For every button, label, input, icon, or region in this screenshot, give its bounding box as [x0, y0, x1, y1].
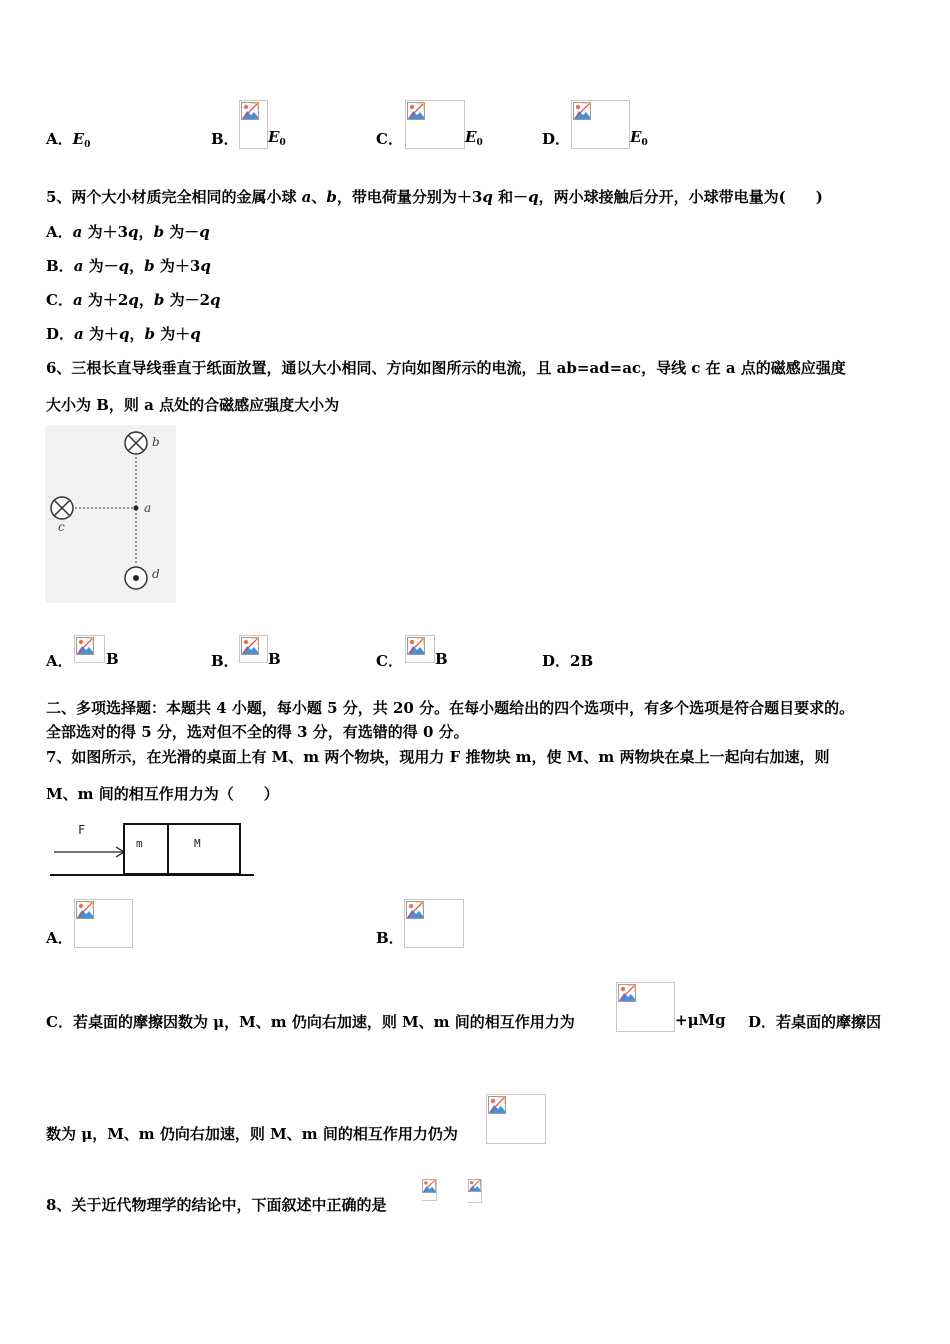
- q6-option-a-unit: B: [106, 650, 119, 668]
- q4-option-c-image: [405, 100, 465, 149]
- broken-image-icon: [573, 102, 591, 120]
- broken-image-icon: [407, 102, 425, 120]
- wire-b-into-page-icon: [125, 432, 147, 454]
- q4-option-a: A．$E_0$: [46, 130, 91, 150]
- q7-option-a-image: [74, 899, 133, 948]
- label-c: c: [58, 520, 65, 534]
- broken-image-icon: [422, 1179, 436, 1193]
- q8-inline-image-2: [468, 1179, 482, 1203]
- q7-option-d-cont: 数为 μ，M、m 仍向右加速，则 M、m 间的相互作用力仍为: [46, 1125, 458, 1143]
- q6-option-b-image: [239, 635, 268, 663]
- label-d: d: [152, 567, 160, 581]
- block-m: [124, 824, 168, 874]
- q7-option-c-image: [616, 982, 675, 1032]
- broken-image-icon: [76, 637, 94, 655]
- q4-option-c-e0: $E_0$: [465, 128, 483, 148]
- q5-stem: 5、两个大小材质完全相同的金属小球 a、b，带电荷量分别为＋3q 和－q，两小球接触后分开，小球带电量为( ): [46, 188, 823, 206]
- q6-option-a-image: [74, 635, 105, 663]
- q6-option-b-unit: B: [268, 650, 281, 668]
- q7-option-a-label: A．: [46, 929, 73, 947]
- broken-image-icon: [241, 637, 259, 655]
- block-m-label: m: [136, 837, 143, 850]
- q7-option-b-image: [404, 899, 464, 948]
- q7-option-c-text: C．若桌面的摩擦因数为 μ，M、m 仍向右加速，则 M、m 间的相互作用力为: [46, 1013, 575, 1031]
- broken-image-icon: [407, 637, 425, 655]
- q6-option-b-label: B．: [211, 652, 239, 670]
- q4-option-b-e0: $E_0$: [268, 128, 286, 148]
- label-a: a: [144, 501, 152, 515]
- q7-blocks-figure: [46, 818, 258, 882]
- point-a: [134, 506, 139, 511]
- broken-image-icon: [241, 102, 259, 120]
- q8-inline-image-1: [422, 1179, 437, 1201]
- q4-option-c-label: C．: [376, 130, 403, 148]
- q6-wire-figure: [45, 425, 176, 603]
- broken-image-icon: [468, 1179, 481, 1192]
- q4-option-b-image: [239, 100, 268, 149]
- q7-option-b-label: B．: [376, 929, 404, 947]
- q6-stem-line2: 大小为 B，则 a 点处的合磁感应强度大小为: [46, 396, 340, 414]
- wire-d-out-of-page-icon: [125, 567, 147, 589]
- broken-image-icon: [488, 1096, 506, 1114]
- q8-stem: 8、关于近代物理学的结论中，下面叙述中正确的是: [46, 1196, 387, 1214]
- broken-image-icon: [76, 901, 94, 919]
- q7-option-c-tail: +μMg: [675, 1011, 726, 1029]
- q7-stem-line1: 7、如图所示，在光滑的桌面上有 M、m 两个物块，现用力 F 推物块 m，使 M、m 两物块在桌上一起向右加速，则: [46, 748, 830, 766]
- q6-option-d: D．2B: [542, 652, 594, 670]
- q5-option-a: A．a 为＋3q，b 为－q: [46, 223, 210, 241]
- q7-option-d-start: D．若桌面的摩擦因: [748, 1013, 882, 1031]
- q4-option-d-label: D．: [542, 130, 571, 148]
- q4-option-d-e0: $E_0$: [630, 128, 648, 148]
- section2-heading-line2: 全部选对的得 5 分，选对但不全的得 3 分，有选错的得 0 分。: [46, 723, 469, 741]
- force-label: F: [78, 823, 86, 837]
- q6-option-c-unit: B: [435, 650, 448, 668]
- q4-option-b-label: B．: [211, 130, 239, 148]
- block-M: [168, 824, 240, 874]
- broken-image-icon: [406, 901, 424, 919]
- block-M-label: M: [194, 837, 201, 850]
- broken-image-icon: [618, 984, 636, 1002]
- wire-c-into-page-icon: [51, 497, 73, 519]
- q5-option-b: B．a 为－q，b 为＋3q: [46, 257, 211, 275]
- q7-option-d-image: [486, 1094, 546, 1144]
- section2-heading-line1: 二、多项选择题：本题共 4 小题，每小题 5 分，共 20 分。在每小题给出的四个选项中，有多个选项是符合题目要求的。: [46, 699, 855, 717]
- q4-option-d-image: [571, 100, 630, 149]
- q5-option-d: D．a 为＋q，b 为＋q: [46, 325, 201, 343]
- q7-stem-line2: M、m 间的相互作用力为（ ）: [46, 785, 279, 803]
- q6-option-c-image: [405, 635, 435, 663]
- q6-stem-line1: 6、三根长直导线垂直于纸面放置，通以大小相同、方向如图所示的电流，且 ab=ad=ac，导线 c 在 a 点的磁感应强度: [46, 359, 846, 377]
- q6-option-a-label: A．: [46, 652, 73, 670]
- q5-option-c: C．a 为＋2q，b 为－2q: [46, 291, 221, 309]
- label-b: b: [152, 435, 160, 449]
- q6-option-c-label: C．: [376, 652, 403, 670]
